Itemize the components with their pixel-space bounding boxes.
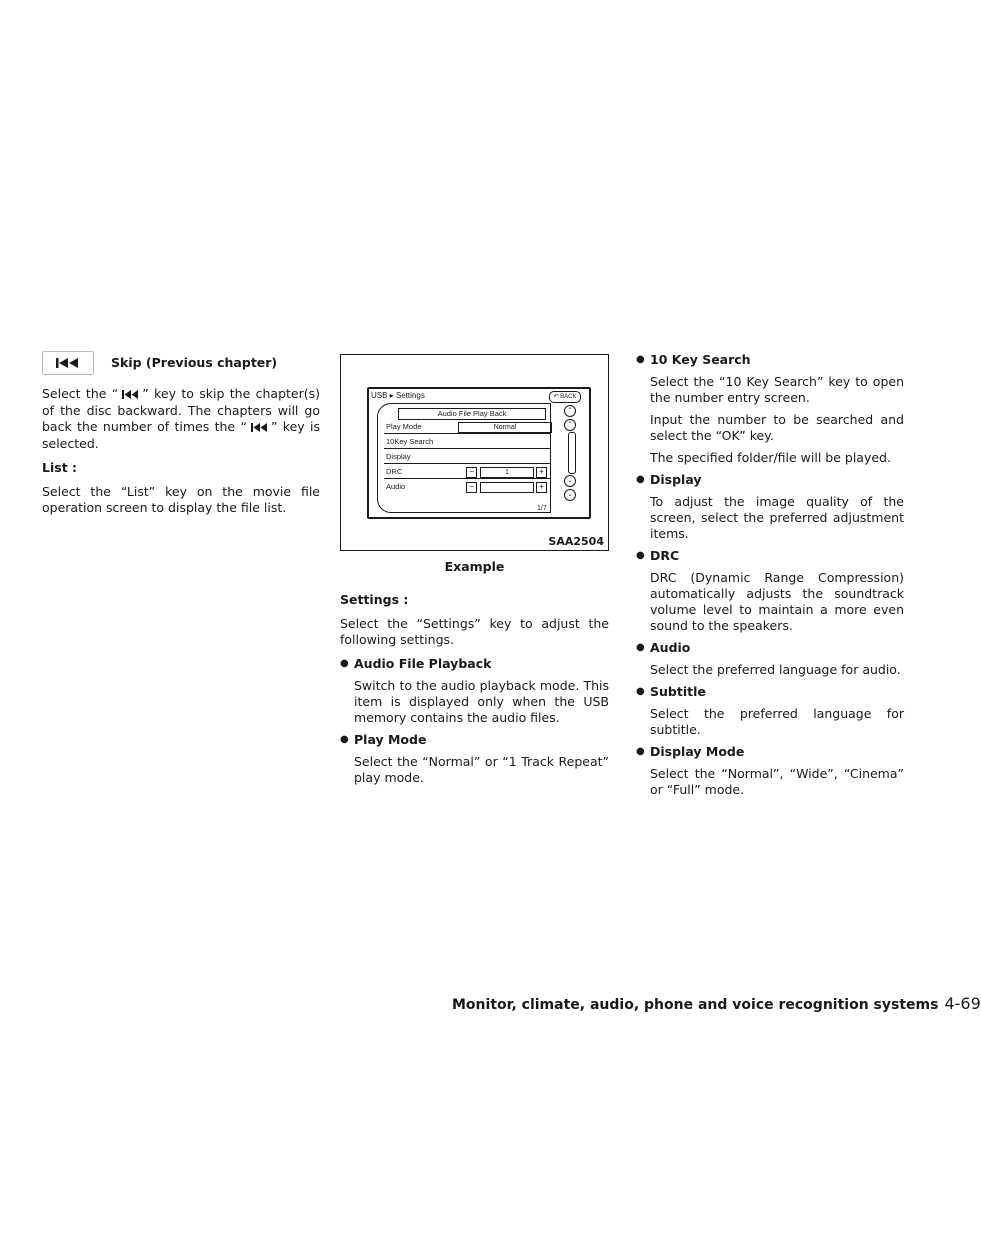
bullet-item (340, 732, 609, 786)
screen-page-indicator: 1/7 (537, 505, 547, 512)
skip-previous-icon (42, 351, 94, 375)
page-number: 4-69 (944, 994, 981, 1013)
bullet-paragraph: Select the preferred language for subtitle. (650, 706, 904, 737)
audio-value (480, 482, 534, 493)
menu-row-play-mode (384, 420, 550, 434)
scroll-up-icon: ⌃ (564, 419, 576, 431)
skip-heading: Skip (Previous chapter) (111, 355, 278, 370)
skip-paragraph (42, 386, 320, 452)
drc-minus-button: − (466, 467, 477, 478)
bullet-paragraph: To adjust the image quality of the screen, select the preferred adjustment items. (650, 494, 904, 541)
settings-heading: Settings : (340, 592, 409, 607)
bullet-title: ● Audio File Playback (340, 656, 609, 672)
bullet-body (340, 754, 609, 786)
row-label: Audio (386, 482, 406, 491)
bullet-title: ● DRC (636, 548, 904, 564)
bullet-title: ● 10 Key Search (636, 352, 904, 368)
menu-row-display (384, 450, 550, 464)
bullet-body (636, 570, 904, 634)
bullet-paragraph: The specified folder/file will be played. (650, 450, 891, 465)
bullet-body (636, 766, 904, 798)
column-3 (636, 352, 904, 804)
bullet-paragraph: Input the number to be searched and select the “OK” key. (650, 412, 904, 443)
skip-heading-row (42, 352, 320, 374)
list-heading: List : (42, 460, 78, 475)
bullet-body (636, 662, 904, 678)
settings-list-continued (636, 352, 904, 798)
bullet-item (636, 684, 904, 738)
back-label: BACK (560, 394, 577, 400)
bullet-item (636, 352, 904, 466)
scroll-top-icon: ⌃ (564, 405, 576, 417)
bullet-body (340, 678, 609, 726)
bullet-body (636, 706, 904, 738)
bullet-paragraph: Select the “Normal” or “1 Track Repeat” play mode. (354, 754, 609, 785)
play-mode-value: Normal (458, 422, 552, 433)
column-2 (340, 592, 609, 792)
bullet-body (636, 374, 904, 466)
back-button: ↶ BACK (549, 391, 581, 403)
settings-menu (377, 403, 551, 513)
bullet-item (340, 656, 609, 726)
row-label: Play Mode (386, 422, 422, 431)
scroll-bar (568, 432, 576, 474)
skip-text-a: Select the “ (42, 386, 119, 401)
settings-list (340, 656, 609, 786)
column-1 (42, 352, 320, 524)
skip-previous-icon (250, 420, 268, 436)
menu-row-audio-file-play-back: Audio File Play Back (398, 408, 546, 420)
page-footer (452, 994, 981, 1013)
bullet-title: ● Play Mode (340, 732, 609, 748)
menu-row-audio (384, 480, 550, 494)
row-label: Display (386, 452, 411, 461)
figure-code: SAA2504 (548, 535, 604, 548)
bullet-item (636, 744, 904, 798)
scroll-bottom-icon: ⌄ (564, 489, 576, 501)
section-title: Monitor, climate, audio, phone and voice recognition systems (452, 997, 939, 1013)
audio-plus-button: + (536, 482, 547, 493)
bullet-title: ● Display Mode (636, 744, 904, 760)
bullet-item (636, 472, 904, 542)
audio-minus-button: − (466, 482, 477, 493)
skip-previous-icon (121, 387, 139, 403)
bullet-paragraph: Select the “10 Key Search” key to open the number entry screen. (650, 374, 904, 405)
row-label: DRC (386, 467, 403, 476)
bullet-item (636, 640, 904, 678)
bullet-item (636, 548, 904, 634)
skip-text-c: ” key is selected. (42, 419, 320, 451)
screen-title: USB ▸ Settings (371, 391, 425, 400)
bullet-title: ● Audio (636, 640, 904, 656)
bullet-paragraph: Select the preferred language for audio. (650, 662, 901, 677)
list-paragraph: Select the “List” key on the movie file operation screen to display the file list. (42, 484, 320, 515)
bullet-body (636, 494, 904, 542)
bullet-paragraph: Switch to the audio playback mode. This item is displayed only when the USB memory contains the audio files. (354, 678, 609, 725)
skip-text-b: ” key to skip the chapter(s) of the disc backward. The chapters will go back the number of times the “ (42, 386, 320, 434)
drc-value: 1 (480, 467, 534, 478)
bullet-title: ● Display (636, 472, 904, 488)
menu-row-10key-search (384, 435, 550, 449)
figure-caption: Example (444, 559, 505, 574)
bullet-paragraph: Select the “Normal”, “Wide”, “Cinema” or “Full” mode. (650, 766, 904, 797)
figure-settings-screen (340, 354, 609, 551)
menu-row-drc (384, 465, 550, 479)
drc-plus-button: + (536, 467, 547, 478)
row-label: 10Key Search (386, 437, 434, 446)
settings-paragraph: Select the “Settings” key to adjust the following settings. (340, 616, 609, 647)
bullet-title: ● Subtitle (636, 684, 904, 700)
scroll-down-icon: ⌄ (564, 475, 576, 487)
bullet-paragraph: DRC (Dynamic Range Compression) automatically adjusts the soundtrack volume level to maintain a more even sound to the speakers. (650, 570, 904, 633)
